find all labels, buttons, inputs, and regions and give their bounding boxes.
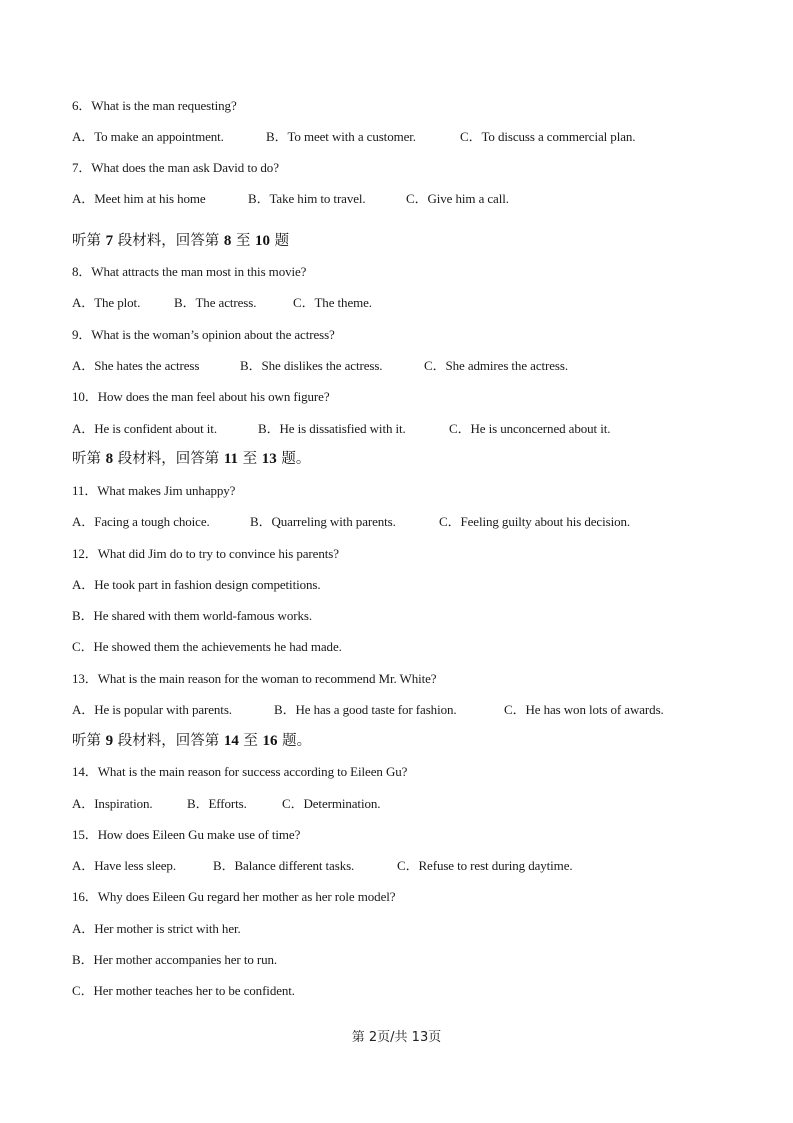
question-10-option-c: C．He is unconcerned about it. bbox=[449, 421, 611, 436]
question-16-option-a: A．Her mother is strict with her. bbox=[72, 921, 241, 936]
question-7-option-c: C．Give him a call. bbox=[406, 191, 509, 206]
question-15-option-a: A．Have less sleep. bbox=[72, 858, 176, 873]
question-15-stem: 15．How does Eileen Gu make use of time? bbox=[72, 827, 301, 842]
question-12-option-c: C．He showed them the achievements he had made. bbox=[72, 639, 342, 654]
question-16-option-c: C．Her mother teaches her to be confident. bbox=[72, 983, 295, 998]
question-11-option-a: A．Facing a tough choice. bbox=[72, 514, 210, 529]
question-10-options bbox=[72, 420, 610, 438]
question-6-option-c: C．To discuss a commercial plan. bbox=[460, 129, 636, 144]
question-10-option-b: B．He is dissatisfied with it. bbox=[258, 421, 406, 436]
question-6-options bbox=[72, 128, 635, 146]
question-8-options bbox=[72, 294, 372, 312]
question-10-option-a: A．He is confident about it. bbox=[72, 421, 217, 436]
question-16-option-b: B．Her mother accompanies her to run. bbox=[72, 952, 278, 967]
question-13-stem: 13．What is the main reason for the woman to recommend Mr. White? bbox=[72, 671, 437, 686]
question-12-option-a: A．He took part in fashion design competitions. bbox=[72, 577, 321, 592]
question-15-options bbox=[72, 857, 573, 875]
question-15-option-b: B．Balance different tasks. bbox=[213, 858, 355, 873]
question-8-option-a: A．The plot. bbox=[72, 295, 141, 310]
question-7-stem: 7．What does the man ask David to do? bbox=[72, 160, 279, 175]
question-11-option-b: B．Quarreling with parents. bbox=[250, 514, 396, 529]
question-13-option-c: C．He has won lots of awards. bbox=[504, 702, 664, 717]
question-6-stem: 6．What is the man requesting? bbox=[72, 98, 237, 113]
question-6-option-a: A．To make an appointment. bbox=[72, 129, 224, 144]
question-14-option-b: B．Efforts. bbox=[187, 796, 247, 811]
section-8-heading: 听第 8 段材料，回答第 11 至 13 题。 bbox=[72, 451, 311, 467]
question-8-stem: 8．What attracts the man most in this movie? bbox=[72, 264, 307, 279]
question-13-option-b: B．He has a good taste for fashion. bbox=[274, 702, 457, 717]
question-12-stem: 12．What did Jim do to try to convince his parents? bbox=[72, 546, 339, 561]
question-13-options bbox=[72, 701, 664, 719]
question-9-option-a: A．She hates the actress bbox=[72, 358, 200, 373]
question-16-stem: 16．Why does Eileen Gu regard her mother as her role model? bbox=[72, 889, 396, 904]
question-14-stem: 14．What is the main reason for success according to Eileen Gu? bbox=[72, 764, 408, 779]
question-13-option-a: A．He is popular with parents. bbox=[72, 702, 232, 717]
question-7-option-a: A．Meet him at his home bbox=[72, 191, 206, 206]
section-9-heading: 听第 9 段材料，回答第 14 至 16 题。 bbox=[72, 733, 312, 749]
question-7-options bbox=[72, 190, 509, 208]
question-8-option-b: B．The actress. bbox=[174, 295, 257, 310]
question-9-options bbox=[72, 357, 568, 375]
question-14-option-a: A．Inspiration. bbox=[72, 796, 153, 811]
question-9-option-c: C．She admires the actress. bbox=[424, 358, 568, 373]
section-7-heading: 听第 7 段材料，回答第 8 至 10 题 bbox=[72, 233, 290, 249]
question-6-option-b: B．To meet with a customer. bbox=[266, 129, 416, 144]
question-12-option-b: B．He shared with them world-famous works. bbox=[72, 608, 312, 623]
question-11-options bbox=[72, 513, 630, 531]
question-9-stem: 9．What is the woman’s opinion about the actress? bbox=[72, 327, 335, 342]
question-15-option-c: C．Refuse to rest during daytime. bbox=[397, 858, 573, 873]
page-number-footer: 第 2页/共 13页 bbox=[351, 1030, 442, 1045]
question-11-stem: 11．What makes Jim unhappy? bbox=[72, 483, 236, 498]
question-14-options bbox=[72, 795, 380, 813]
question-10-stem: 10．How does the man feel about his own figure? bbox=[72, 389, 330, 404]
question-7-option-b: B．Take him to travel. bbox=[248, 191, 366, 206]
question-14-option-c: C．Determination. bbox=[282, 796, 381, 811]
question-9-option-b: B．She dislikes the actress. bbox=[240, 358, 383, 373]
question-11-option-c: C．Feeling guilty about his decision. bbox=[439, 514, 631, 529]
question-8-option-c: C．The theme. bbox=[293, 295, 372, 310]
